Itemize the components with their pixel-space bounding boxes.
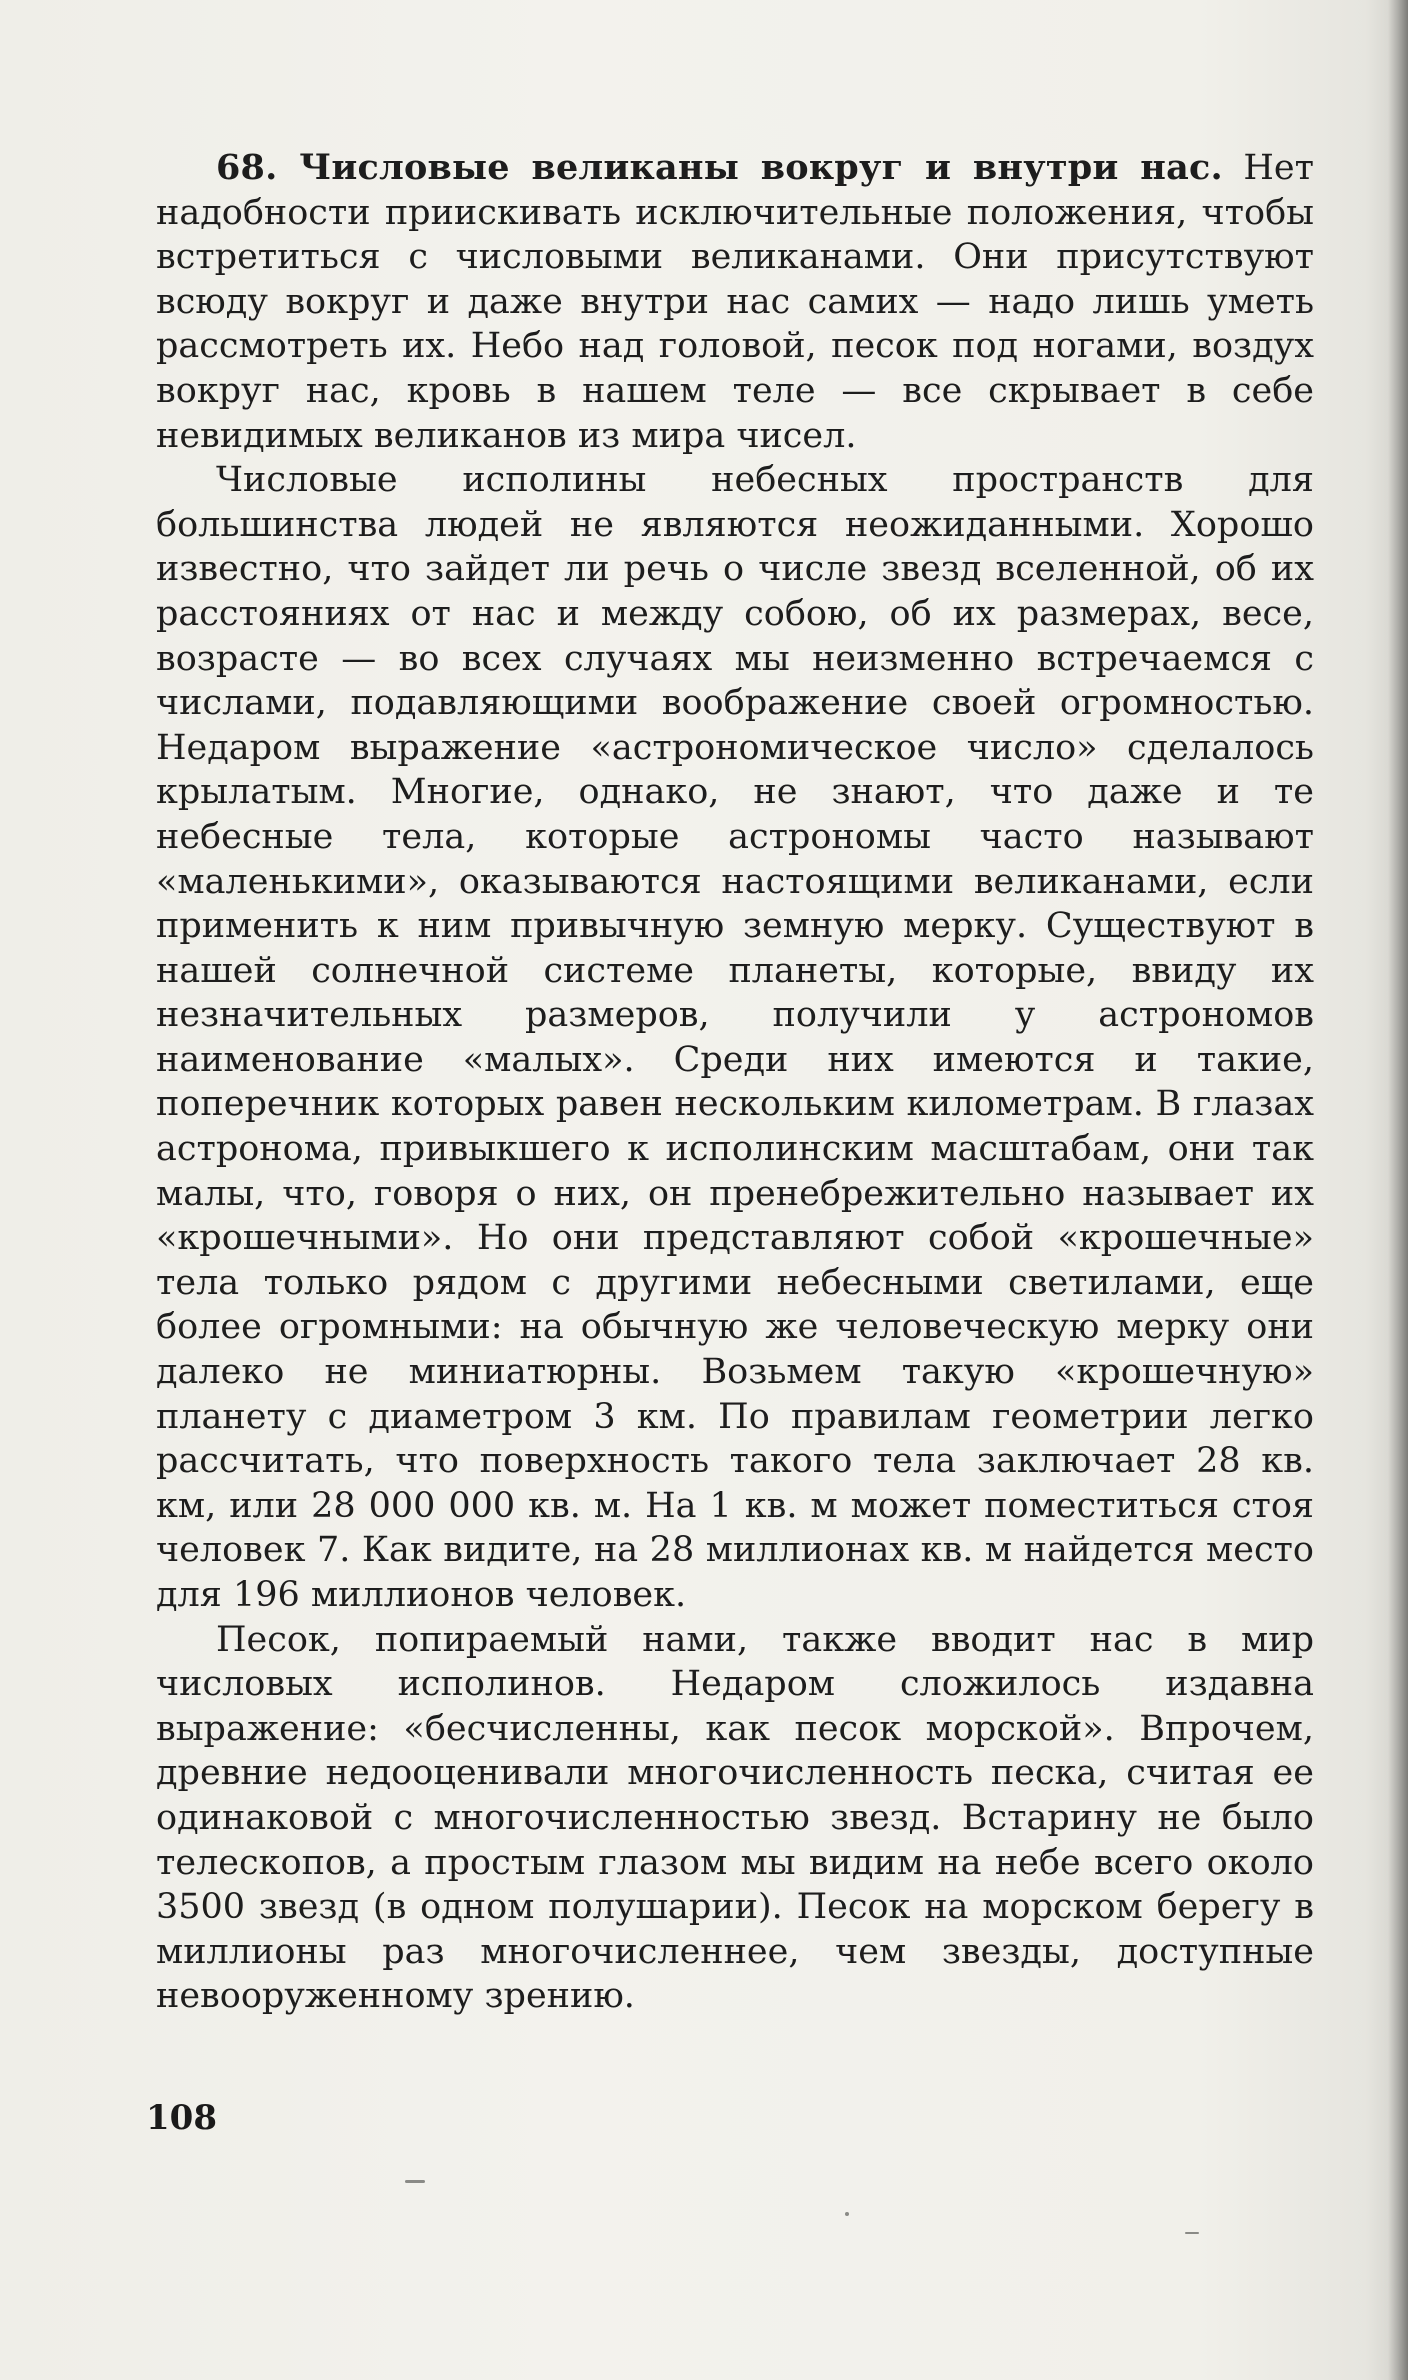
- page-edge-shadow: [1388, 0, 1408, 2380]
- paragraph-2: Числовые исполины небесных пространств для большинства людей не являются неожиданными. Хорошо известно, что зайдет ли речь о числе звезд вселенной, об их расстояниях от нас и между собою, об их размерах, весе, возрасте — во всех случаях мы неизменно встречаемся с числами, подавляющими воображение своей огромностью. Недаром выражение «астрономическое число» сделалось крылатым. Многие, однако, не знают, что даже и те небесные тела, которые астрономы часто называют «маленькими», оказываются настоящими великанами, если применить к ним привычную земную мерку. Существуют в нашей солнечной системе планеты, которые, ввиду их незначительных размеров, получили у астрономов наименование «малых». Среди них имеются и такие, поперечник которых равен нескольким километрам. В глазах астронома, привыкшего к исполинским масштабам, они так малы, что, говоря о них, он пренебрежительно называет их «крошечными». Но они представляют собой «крошечные» тела только рядом с другими небесными светилами, еще более огромными: на обычную же человеческую мерку они далеко не миниатюрны. Возьмем такую «крошечную» планету с диаметром 3 км. По правилам геометрии легко рассчитать, что поверхность такого тела заключает 28 кв. км, или 28 000 000 кв. м. На 1 кв. м может поместиться стоя человек 7. Как видите, на 28 миллионах кв. м найдется место для 196 миллионов человек.: [156, 460, 1314, 1615]
- paper-speck: [845, 2212, 849, 2216]
- paragraph-1-text: Нет надобности приискивать исключительные положения, чтобы встретиться с числовыми великанами. Они присутствуют всюду вокруг и даже внутри нас самих — надо лишь уметь рассмотреть их. Небо над головой, песок под ногами, воздух вокруг нас, кровь в нашем теле — все скрывает в себе невидимых великанов из мира чисел.: [156, 148, 1314, 456]
- page-number: 108: [146, 2098, 217, 2138]
- paragraph-1: [156, 146, 1314, 458]
- paragraph-3: Песок, попираемый нами, также вводит нас в мир числовых исполинов. Недаром сложилось издавна выражение: «бесчисленны, как песок морской». Впрочем, древние недооценивали многочисленность песка, считая ее одинаковой с многочисленностью звезд. Встарину не было телескопов, а простым глазом мы видим на небе всего около 3500 звезд (в одном полушарии). Песок на морском берегу в миллионы раз многочисленнее, чем звезды, доступные невооруженному зрению.: [156, 1619, 1314, 2017]
- paper-speck: [405, 2180, 425, 2183]
- body-text: [156, 146, 1314, 2019]
- section-heading: 68. Числовые великаны вокруг и внутри нас.: [216, 147, 1223, 188]
- paper-speck: [1185, 2232, 1199, 2234]
